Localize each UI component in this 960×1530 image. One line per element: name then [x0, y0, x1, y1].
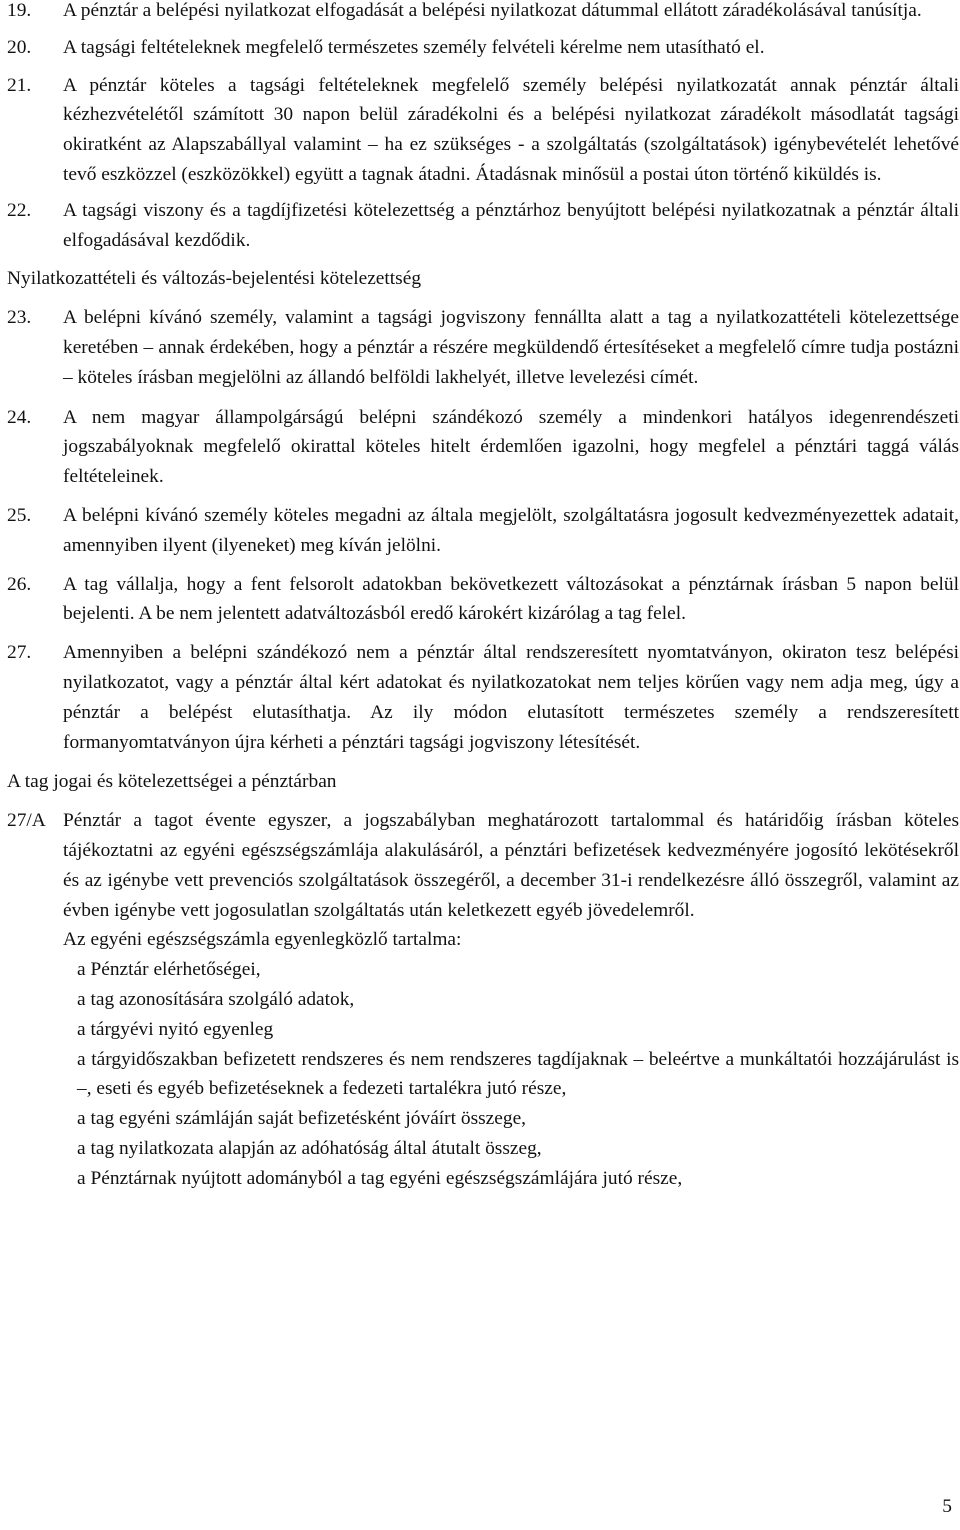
paragraph-number: 20.: [7, 36, 32, 58]
list-item: a tag nyilatkozata alapján az adóhatóság által átutalt összeg,: [77, 1137, 542, 1159]
list-heading: Az egyéni egészségszámla egyenlegközlő tartalma:: [63, 929, 462, 951]
section-heading: A tag jogai és kötelezettségei a pénztárban: [7, 771, 337, 793]
paragraph-text: A pénztár köteles a tagsági feltételeknek megfelelő személy belépési nyilatkozatát annak pénztár általi kézhezvételétől számított 30 napon belül záradékolni és a belépési nyilatkozat záradékolt másodlatát tagsági okiratként az Alapszabállyal valamint – ha ez szükséges - a szolgáltatás (szolgáltatások) igénybevételét lehetővé tevő eszközzel (eszközökkel) együtt a tagnak átadni. Átadásnak minősül a postai úton történő kiküldés is.: [63, 74, 959, 185]
paragraph-27: [7, 638, 959, 757]
list-item: a tag azonosítására szolgáló adatok,: [77, 988, 355, 1010]
paragraph-number: 25.: [7, 504, 32, 526]
paragraph-text: A belépni kívánó személy, valamint a tagsági jogviszony fennállta alatt a tag a nyilatkozattételi kötelezettsége keretében – annak érdekében, hogy a pénztár a részére megküldendő értesítéseket a megfelelő címre tudja postázni – köteles írásban megjelölni az állandó belföldi lakhelyét, illetve levelezési címét.: [63, 307, 959, 388]
list-item: a tag egyéni számláján saját befizetésként jóváírt összege,: [77, 1108, 527, 1130]
paragraph-number: 23.: [7, 307, 32, 329]
paragraph-text: A tagsági viszony és a tagdíjfizetési kötelezettség a pénztárhoz benyújtott belépési nyilatkozatnak a pénztár általi elfogadásával kezdődik.: [63, 199, 959, 251]
list-item: a Pénztár elérhetőségei,: [77, 959, 261, 981]
paragraph-number: 21.: [7, 74, 32, 96]
content-list: [7, 955, 959, 1193]
paragraph-text: A pénztár a belépési nyilatkozat elfogadását a belépési nyilatkozat dátummal ellátott záradékolásával tanúsítja.: [63, 0, 922, 21]
paragraph-text: A tag vállalja, hogy a fent felsorolt adatokban bekövetkezett változásokat a pénztárnak írásban 5 napon belül bejelenti. A be nem jelentett adatváltozásból eredő károkért kizárólag a tag felel.: [63, 573, 959, 625]
paragraph-number: 27/A: [7, 810, 46, 832]
paragraph-text: Amennyiben a belépni szándékozó nem a pénztár által rendszeresített nyomtatványon, okiraton tesz belépési nyilatkozatot, vagy a pénztár által kért adatokat és nyilatkozatokat nem teljes körűen vagy nem adja meg, úgy a pénztár a belépést elutasíthatja. Az ily módon elutasított természetes személy a rendszeresített formanyomtatványon újra kérheti a pénztári tagsági jogviszony létesítését.: [63, 642, 959, 753]
section-heading: Nyilatkozattételi és változás-bejelentési kötelezettség: [7, 268, 422, 290]
paragraph-20: [7, 33, 959, 63]
paragraph-number: 27.: [7, 642, 32, 664]
paragraph-text: Pénztár a tagot évente egyszer, a jogszabályban meghatározott tartalommal és határidőig írásban köteles tájékoztatni az egyéni egészségszámlája alakulásáról, a pénztári befizetések kedvezményére jogosító lekötésekről és az igénybe vett prevenciós szolgáltatások összegéről, a december 31-i rendelkezésre álló összegről, valamint az évben igénybe vett jogosulatlan szolgáltatás után keletkezett egyéb jövedelemről.: [63, 810, 959, 921]
paragraph-number: 22.: [7, 199, 32, 221]
paragraph-19: [7, 0, 959, 26]
paragraph-21: [7, 71, 959, 190]
paragraph-26: [7, 570, 959, 630]
page-number: 5: [942, 1496, 952, 1517]
paragraph-24: [7, 403, 959, 492]
paragraph-text: A nem magyar állampolgárságú belépni szándékozó személy a mindenkori hatályos idegenrendészeti jogszabályoknak megfelelő okirattal köteles hitelt érdemlően igazolni, hogy megfelel a pénztári taggá válás feltételeinek.: [63, 406, 959, 488]
paragraph-25: [7, 501, 959, 561]
paragraph-text: A tagsági feltételeknek megfelelő természetes személy felvételi kérelme nem utasítható el.: [63, 36, 765, 58]
list-item: a tárgyévi nyitó egyenleg: [77, 1018, 274, 1040]
paragraph-23: [7, 303, 959, 392]
paragraph-number: 19.: [7, 0, 32, 21]
list-item: a Pénztárnak nyújtott adományból a tag egyéni egészségszámlájára jutó része,: [77, 1167, 683, 1189]
paragraph-27a: [7, 806, 959, 925]
paragraph-text: A belépni kívánó személy köteles megadni az általa megjelölt, szolgáltatásra jogosult kedvezményezettek adatait, amennyiben ilyent (ilyeneket) meg kíván jelölni.: [63, 504, 959, 556]
list-item: a tárgyidőszakban befizetett rendszeres és nem rendszeres tagdíjaknak – beleértve a munkáltatói hozzájárulást is –, eseti és egyéb befizetéseknek a fedezeti tartalékra jutó része,: [77, 1048, 959, 1100]
paragraph-number: 26.: [7, 573, 32, 595]
paragraph-number: 24.: [7, 406, 32, 428]
document-page: [7, 0, 959, 1193]
paragraph-22: [7, 196, 959, 256]
